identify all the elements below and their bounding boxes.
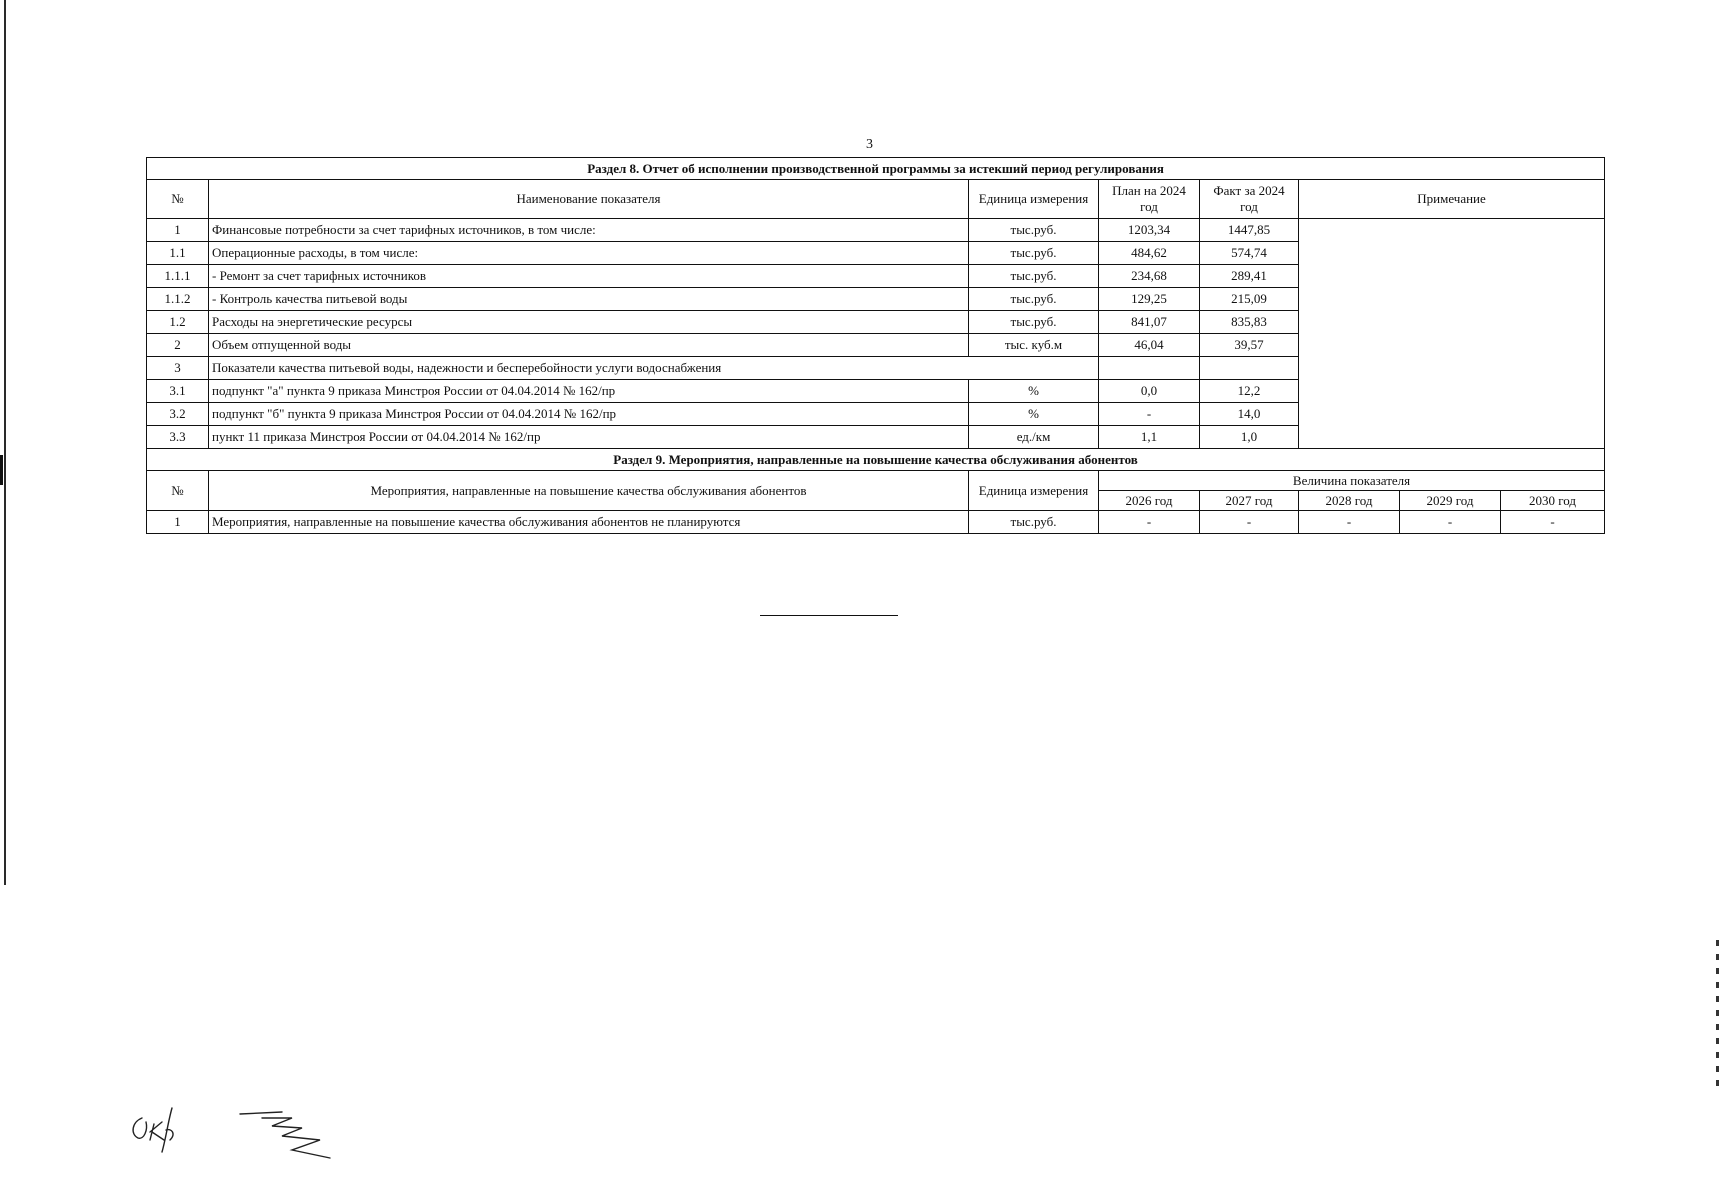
row-num: 1 [147, 219, 209, 242]
row-name: Финансовые потребности за счет тарифных источников, в том числе: [209, 219, 969, 242]
row-unit: тыс.руб. [969, 219, 1099, 242]
signature-initials [162, 1108, 173, 1152]
row-name: Операционные расходы, в том числе: [209, 242, 969, 265]
row-plan: 129,25 [1099, 288, 1200, 311]
section9-title-row [147, 449, 1605, 471]
section8-title-row [147, 158, 1605, 180]
row-num: 1 [147, 511, 209, 534]
section9-header-row [147, 471, 1605, 491]
row-unit: тыс.руб. [969, 511, 1099, 534]
row-unit: тыс.руб. [969, 288, 1099, 311]
row-num: 3 [147, 357, 209, 380]
row-unit: % [969, 380, 1099, 403]
header-note: Примечание [1299, 180, 1605, 219]
row-plan: 1,1 [1099, 426, 1200, 449]
note-cell [1299, 219, 1605, 449]
row-fact: 835,83 [1200, 311, 1299, 334]
row-num: 1.1.2 [147, 288, 209, 311]
row-value: - [1299, 511, 1400, 534]
header-num: № [147, 180, 209, 219]
row-plan: - [1099, 403, 1200, 426]
section9-title: Раздел 9. Мероприятия, направленные на повышение качества обслуживания абонентов [147, 449, 1605, 471]
row-fact: 12,2 [1200, 380, 1299, 403]
header-name: Мероприятия, направленные на повышение качества обслуживания абонентов [209, 471, 969, 511]
header-num: № [147, 471, 209, 511]
row-fact: 215,09 [1200, 288, 1299, 311]
row-num: 1.1.1 [147, 265, 209, 288]
row-unit: тыс.руб. [969, 242, 1099, 265]
header-year: 2029 год [1400, 491, 1501, 511]
row-name: Мероприятия, направленные на повышение качества обслуживания абонентов не планируются [209, 511, 969, 534]
row-unit: тыс. куб.м [969, 334, 1099, 357]
table-row [147, 511, 1605, 534]
row-unit: % [969, 403, 1099, 426]
row-fact: 1447,85 [1200, 219, 1299, 242]
row-plan [1099, 357, 1200, 380]
row-num: 3.3 [147, 426, 209, 449]
scan-edge-right [1716, 940, 1719, 1090]
row-unit: ед./км [969, 426, 1099, 449]
section8-header-row [147, 180, 1605, 219]
row-fact: 574,74 [1200, 242, 1299, 265]
table-row [147, 219, 1605, 242]
row-name: - Контроль качества питьевой воды [209, 288, 969, 311]
header-value: Величина показателя [1099, 471, 1605, 491]
row-fact: 14,0 [1200, 403, 1299, 426]
row-name: Показатели качества питьевой воды, надежности и бесперебойности услуги водоснабжения [209, 357, 1099, 380]
report-table [146, 157, 1605, 534]
header-unit: Единица измерения [969, 180, 1099, 219]
row-unit: тыс.руб. [969, 265, 1099, 288]
row-value: - [1400, 511, 1501, 534]
row-unit: тыс.руб. [969, 311, 1099, 334]
row-plan: 1203,34 [1099, 219, 1200, 242]
row-fact: 1,0 [1200, 426, 1299, 449]
header-year: 2028 год [1299, 491, 1400, 511]
row-plan: 46,04 [1099, 334, 1200, 357]
header-year: 2027 год [1200, 491, 1299, 511]
signature-initials [150, 1122, 164, 1140]
header-year: 2026 год [1099, 491, 1200, 511]
row-plan: 234,68 [1099, 265, 1200, 288]
row-num: 3.1 [147, 380, 209, 403]
row-fact [1200, 357, 1299, 380]
row-name: Объем отпущенной воды [209, 334, 969, 357]
row-num: 2 [147, 334, 209, 357]
row-plan: 0,0 [1099, 380, 1200, 403]
row-plan: 841,07 [1099, 311, 1200, 334]
row-name: подпункт "а" пункта 9 приказа Минстроя России от 04.04.2014 № 162/пр [209, 380, 969, 403]
row-value: - [1501, 511, 1605, 534]
row-name: пункт 11 приказа Минстроя России от 04.04.2014 № 162/пр [209, 426, 969, 449]
header-name: Наименование показателя [209, 180, 969, 219]
header-plan: План на 2024 год [1099, 180, 1200, 219]
signature-initials [133, 1118, 146, 1138]
row-name: Расходы на энергетические ресурсы [209, 311, 969, 334]
row-fact: 289,41 [1200, 265, 1299, 288]
row-num: 3.2 [147, 403, 209, 426]
row-plan: 484,62 [1099, 242, 1200, 265]
header-fact: Факт за 2024 год [1200, 180, 1299, 219]
row-num: 1.2 [147, 311, 209, 334]
scan-edge-left [4, 0, 6, 885]
row-value: - [1099, 511, 1200, 534]
row-num: 1.1 [147, 242, 209, 265]
row-value: - [1200, 511, 1299, 534]
signatures [120, 1100, 370, 1170]
section8-title: Раздел 8. Отчет об исполнении производственной программы за истекший период регулирования [147, 158, 1605, 180]
scan-mark [0, 455, 3, 485]
signature-main [240, 1112, 330, 1158]
header-year: 2030 год [1501, 491, 1605, 511]
header-unit: Единица измерения [969, 471, 1099, 511]
row-fact: 39,57 [1200, 334, 1299, 357]
row-name: - Ремонт за счет тарифных источников [209, 265, 969, 288]
footer-divider [760, 615, 898, 616]
row-name: подпункт "б" пункта 9 приказа Минстроя России от 04.04.2014 № 162/пр [209, 403, 969, 426]
page-number: 3 [866, 137, 873, 152]
